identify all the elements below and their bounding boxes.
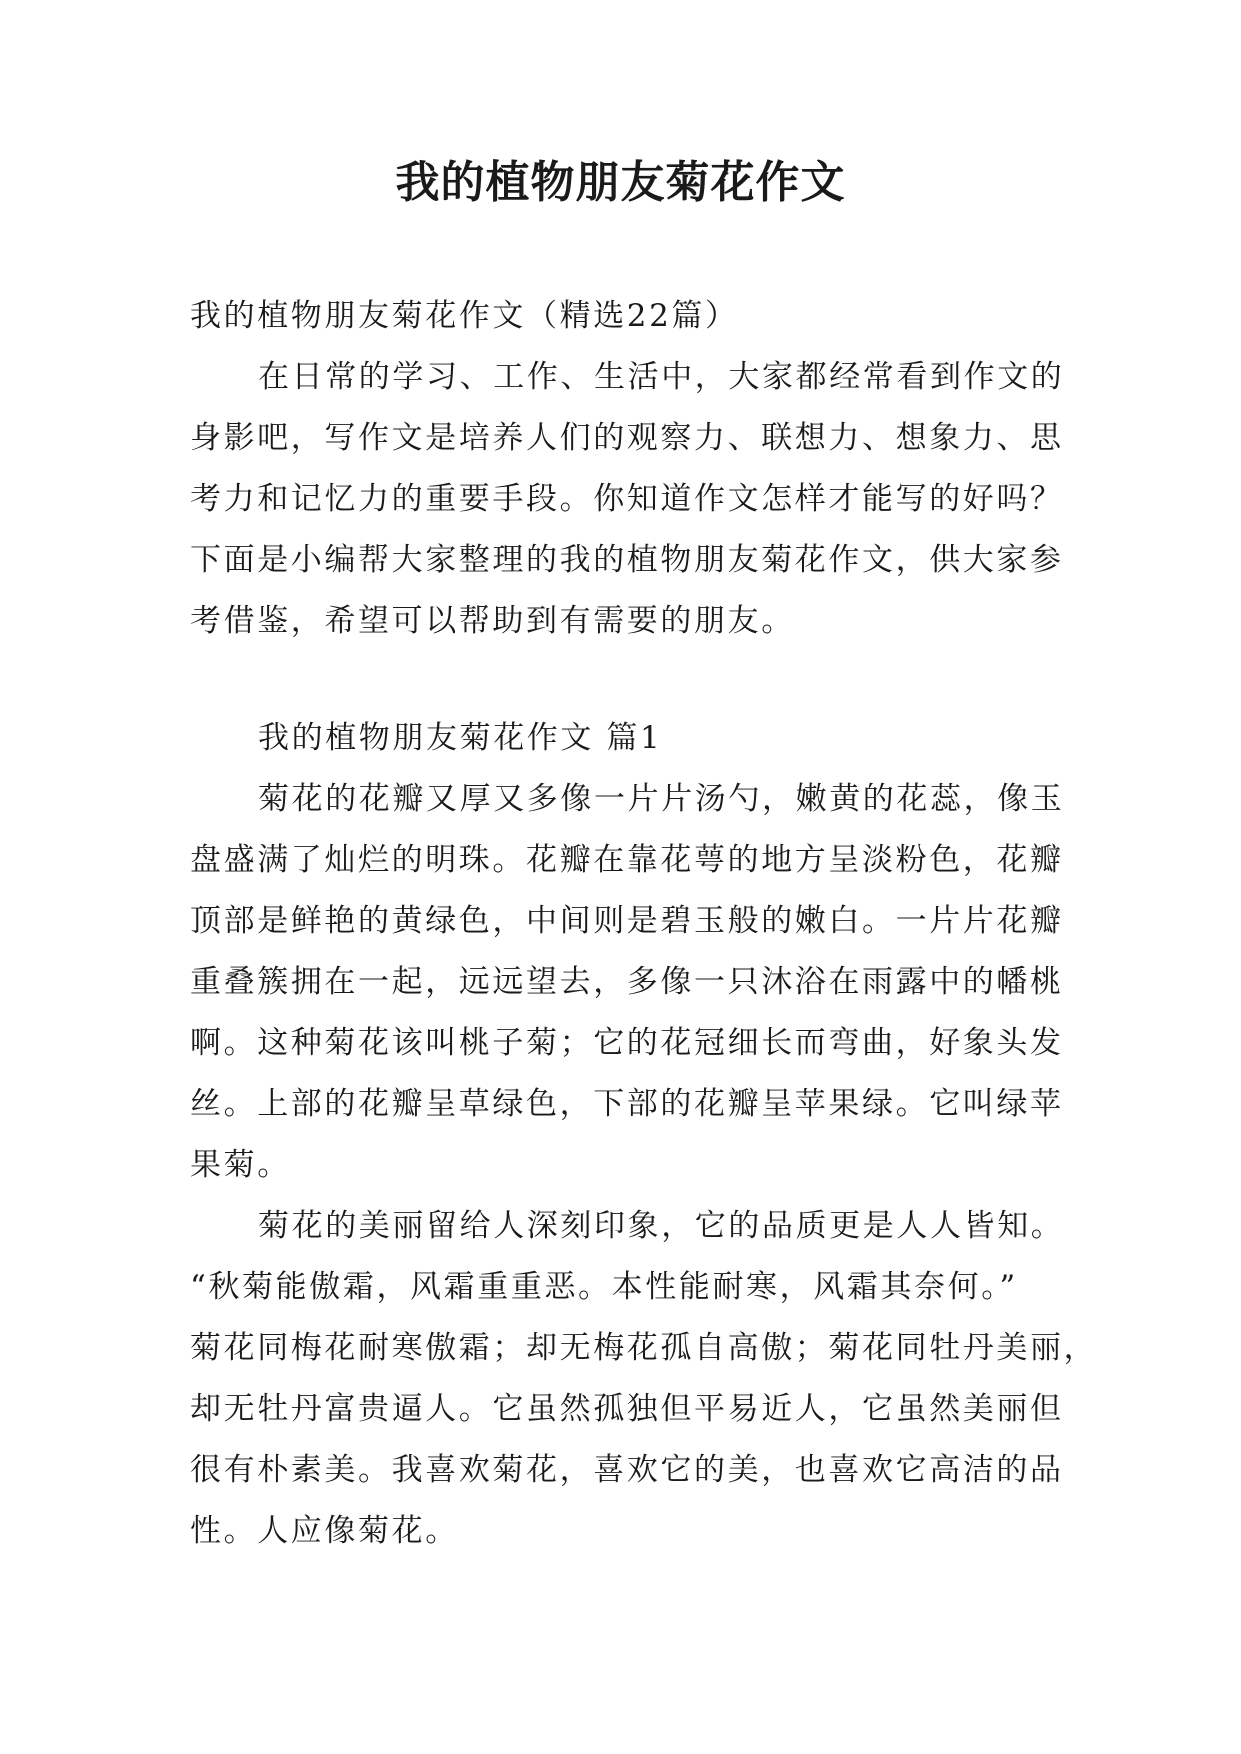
paragraph-line: 很有朴素美。我喜欢菊花，喜欢它的美，也喜欢它高洁的品 [190,1452,1064,1488]
paragraph-line: “秋菊能傲霜，风霜重重恶。本性能耐寒，风霜其奈何。” [190,1269,1018,1305]
paragraph-line: 盘盛满了灿烂的明珠。花瓣在靠花萼的地方呈淡粉色，花瓣 [190,842,1064,878]
document-body [190,286,1098,1562]
essay-paragraph-1 [190,769,1065,1196]
intro-line: 考力和记忆力的重要手段。你知道作文怎样才能写的好吗？ [190,481,1064,517]
section-gap [190,652,1060,708]
section-heading: 我的植物朋友菊花作文 篇1 [258,720,663,756]
paragraph-line: 顶部是鲜艳的黄绿色，中间则是碧玉般的嫩白。一片片花瓣 [190,903,1064,939]
document-subtitle: 我的植物朋友菊花作文（精选22篇） [190,298,739,334]
intro-line: 在日常的学习、工作、生活中，大家都经常看到作文的 [258,359,1065,395]
intro-line: 考借鉴，希望可以帮助到有需要的朋友。 [190,603,795,639]
paragraph-line: 菊花的美丽留给人深刻印象，它的品质更是人人皆知。 [258,1208,1065,1244]
paragraph-line: 啊。这种菊花该叫桃子菊；它的花冠细长而弯曲，好象头发 [190,1025,1064,1061]
document-title: 我的植物朋友菊花作文 [395,157,846,208]
paragraph-line: 果菊。 [190,1147,291,1183]
paragraph-line: 菊花同梅花耐寒傲霜；却无梅花孤自高傲；菊花同牡丹美丽， [190,1330,1098,1366]
paragraph-line: 性。人应像菊花。 [190,1513,459,1549]
paragraph-line: 重叠簇拥在一起，远远望去，多像一只沐浴在雨露中的幡桃 [190,964,1064,1000]
paragraph-line: 却无牡丹富贵逼人。它虽然孤独但平易近人，它虽然美丽但 [190,1391,1064,1427]
paragraph-line: 菊花的花瓣又厚又多像一片片汤勺，嫩黄的花蕊，像玉 [258,781,1065,817]
paragraph-line: 丝。上部的花瓣呈草绿色，下部的花瓣呈苹果绿。它叫绿苹 [190,1086,1064,1122]
intro-line: 下面是小编帮大家整理的我的植物朋友菊花作文，供大家参 [190,542,1064,578]
intro-line: 身影吧，写作文是培养人们的观察力、联想力、想象力、思 [190,420,1064,456]
essay-paragraph-2 [190,1196,1098,1562]
intro-paragraph [190,347,1065,652]
